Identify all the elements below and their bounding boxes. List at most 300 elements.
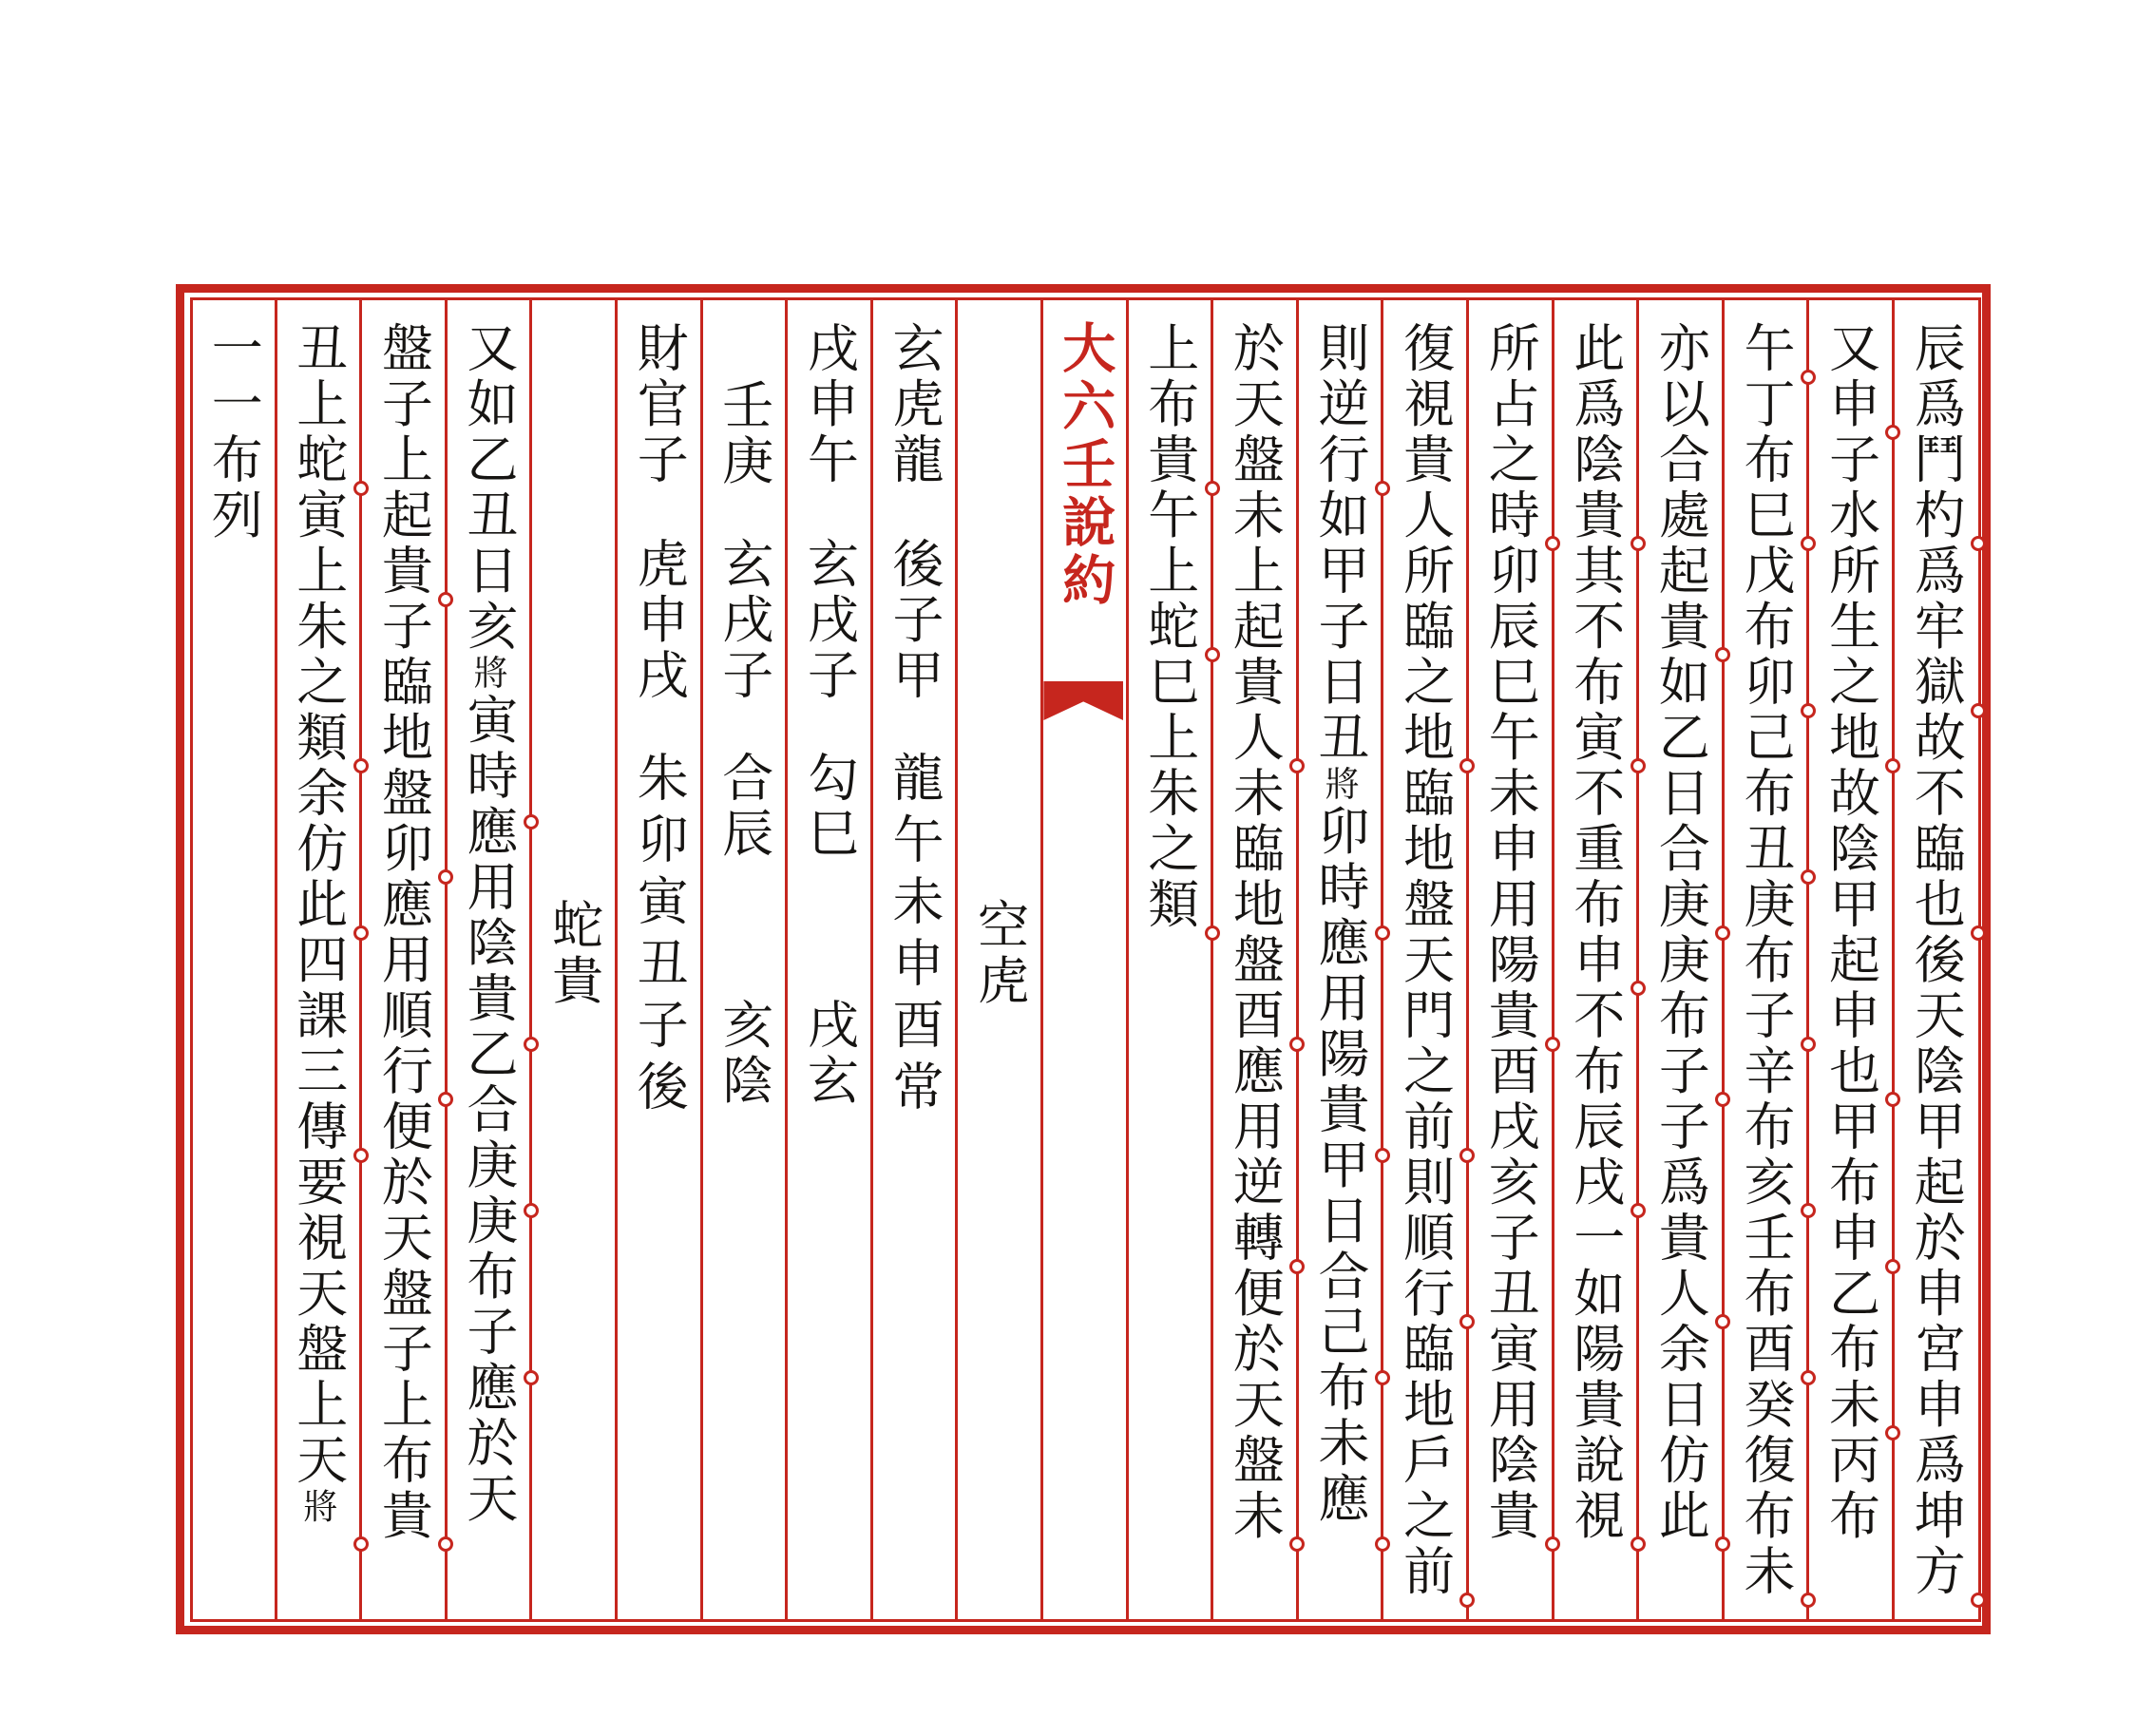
text-column-13 — [871, 537, 957, 704]
glyph: 坤 — [1907, 1488, 1965, 1544]
reading-pause-circle — [1801, 1370, 1816, 1385]
glyph: 天 — [459, 1471, 517, 1527]
glyph: 子 — [1651, 1099, 1709, 1155]
glyph: 用 — [1226, 1099, 1284, 1155]
glyph: 臨 — [1226, 821, 1284, 877]
glyph: 甲 — [1907, 1099, 1965, 1155]
glyph: 辰 — [1907, 321, 1965, 377]
reading-pause-circle — [1801, 1203, 1816, 1218]
glyph: 朱 — [289, 599, 347, 655]
glyph: 應 — [1226, 1043, 1284, 1099]
glyph: 貴 — [1566, 487, 1624, 544]
glyph: 行 — [374, 1043, 432, 1099]
glyph: 子 — [800, 648, 858, 704]
glyph: 午 — [885, 812, 943, 874]
glyph: 於 — [374, 1154, 432, 1211]
glyph: 天 — [1226, 376, 1284, 432]
glyph: 未 — [1226, 766, 1284, 822]
glyph: 申 — [1821, 1211, 1879, 1267]
glyph: 日 — [1651, 1377, 1709, 1433]
glyph: 一 — [1566, 1211, 1624, 1267]
glyph: 不 — [1907, 766, 1965, 822]
glyph: 丁 — [1736, 376, 1794, 432]
text-column-6 — [1467, 321, 1553, 1544]
column-text — [1226, 321, 1284, 1544]
glyph: 故 — [1821, 766, 1879, 822]
glyph: 陰 — [1481, 1433, 1539, 1489]
glyph: 又 — [459, 321, 517, 377]
column-text — [800, 537, 858, 704]
glyph: 申 — [1821, 376, 1879, 432]
glyph: 上 — [289, 376, 347, 432]
column-text — [800, 751, 858, 862]
glyph: 辰 — [1481, 599, 1539, 655]
glyph: 起 — [374, 487, 432, 544]
column-text — [715, 378, 772, 489]
glyph: 之 — [1396, 1043, 1454, 1099]
glyph: 陽 — [1566, 1322, 1624, 1378]
column-text — [1907, 321, 1965, 1600]
glyph: 朱 — [630, 751, 688, 812]
glyph: 陽 — [1310, 1026, 1368, 1082]
glyph: 陽 — [1481, 932, 1539, 988]
reading-pause-circle — [524, 1370, 539, 1385]
glyph: 故 — [1907, 710, 1965, 766]
glyph: 申 — [1907, 1377, 1965, 1433]
glyph: 余 — [1651, 1322, 1709, 1378]
glyph: 財 — [630, 321, 688, 377]
reading-pause-circle — [1801, 869, 1816, 885]
glyph: 蛇 — [1140, 599, 1198, 655]
reading-pause-circle — [353, 1148, 369, 1163]
glyph: 申 — [1566, 932, 1624, 988]
glyph: 申 — [800, 376, 858, 432]
glyph: 甲 — [885, 648, 943, 704]
glyph: 子 — [374, 376, 432, 432]
glyph: 也 — [1821, 1043, 1879, 1099]
glyph: 戌 — [1566, 1154, 1624, 1211]
text-column-14 — [787, 537, 872, 704]
glyph: 卯 — [630, 812, 688, 874]
glyph: 上 — [374, 1377, 432, 1433]
glyph: 所 — [1481, 321, 1539, 377]
glyph: 臨 — [1396, 599, 1454, 655]
glyph: 則 — [1396, 1154, 1454, 1211]
glyph: 丑 — [1481, 1266, 1539, 1322]
column-text — [374, 321, 432, 1544]
glyph: 視 — [289, 1211, 347, 1267]
column-text — [1140, 321, 1198, 933]
text-column-13 — [871, 751, 957, 1121]
text-column-15 — [701, 998, 787, 1109]
glyph: 其 — [1566, 544, 1624, 600]
glyph: 時 — [459, 749, 517, 805]
glyph: 後 — [885, 537, 943, 593]
glyph: 未 — [1821, 1377, 1879, 1433]
glyph: 所 — [1821, 544, 1879, 600]
glyph: 布 — [374, 1433, 432, 1489]
glyph: 丑 — [1736, 821, 1794, 877]
glyph: 虎 — [970, 953, 1028, 1009]
reading-pause-circle — [1375, 925, 1390, 941]
glyph: 未 — [885, 874, 943, 936]
glyph: 乙 — [1651, 710, 1709, 766]
text-column-14 — [787, 321, 872, 488]
glyph: 視 — [1396, 376, 1454, 432]
glyph: 要 — [289, 1154, 347, 1211]
glyph: 乙 — [459, 432, 517, 488]
reading-pause-circle — [1375, 1370, 1390, 1385]
glyph: 布 — [1566, 655, 1624, 711]
glyph: 庚 — [715, 433, 772, 489]
reading-pause-circle — [1801, 703, 1816, 718]
glyph: 臨 — [1907, 821, 1965, 877]
glyph: 獄 — [1907, 655, 1965, 711]
reading-pause-circle — [1205, 647, 1220, 662]
glyph: 地 — [1226, 877, 1284, 933]
glyph: 合 — [1651, 432, 1709, 488]
reading-pause-circle — [1631, 1536, 1646, 1552]
glyph: 子 — [630, 432, 688, 488]
glyph: 地 — [1396, 821, 1454, 877]
glyph: 人 — [1226, 710, 1284, 766]
glyph: 日 — [1651, 766, 1709, 822]
glyph: 子 — [1310, 599, 1368, 655]
glyph: 丙 — [1821, 1433, 1879, 1489]
glyph: 未 — [1736, 1544, 1794, 1600]
text-column-17 — [531, 898, 617, 1009]
glyph: 午 — [1140, 487, 1198, 544]
glyph: 不 — [1566, 988, 1624, 1044]
glyph: 人 — [1396, 487, 1454, 544]
glyph: 辛 — [1736, 1043, 1794, 1099]
glyph: 起 — [1226, 599, 1284, 655]
glyph: 爲 — [1907, 376, 1965, 432]
reading-pause-circle — [1631, 981, 1646, 996]
text-column-13 — [871, 321, 957, 488]
glyph: 貴 — [459, 971, 517, 1027]
glyph: 視 — [1566, 1488, 1624, 1544]
glyph: 如 — [459, 376, 517, 432]
glyph: 說 — [1566, 1433, 1624, 1489]
glyph: 卯 — [374, 821, 432, 877]
glyph: 貴 — [1310, 1082, 1368, 1138]
text-column-14 — [787, 751, 872, 862]
column-text — [630, 321, 688, 488]
glyph: 天 — [1907, 988, 1965, 1044]
glyph: 酉 — [1226, 988, 1284, 1044]
glyph: 生 — [1821, 599, 1879, 655]
column-text — [1736, 321, 1794, 1600]
glyph: 此 — [289, 877, 347, 933]
glyph: 布 — [1310, 1360, 1368, 1416]
glyph: 亥 — [1481, 1154, 1539, 1211]
reading-pause-circle — [1801, 536, 1816, 551]
glyph: 官 — [630, 376, 688, 432]
reading-pause-circle — [1289, 1259, 1305, 1274]
glyph: 之 — [1821, 655, 1879, 711]
glyph: 戌 — [800, 321, 858, 377]
glyph: 丑 — [630, 936, 688, 998]
glyph: 貴 — [1481, 988, 1539, 1044]
glyph: 甲 — [1821, 877, 1879, 933]
glyph: 戌 — [630, 648, 688, 704]
reading-pause-circle — [524, 1203, 539, 1218]
glyph: 上 — [1140, 321, 1198, 377]
glyph: 上 — [1140, 544, 1198, 600]
text-column-16 — [616, 751, 701, 1121]
glyph: 龍 — [885, 751, 943, 812]
glyph: 壬 — [715, 378, 772, 434]
glyph: 未 — [1226, 487, 1284, 544]
glyph: 一 — [204, 376, 262, 432]
reading-pause-circle — [1375, 481, 1390, 496]
glyph: 合 — [1310, 1249, 1368, 1305]
reading-pause-circle — [1885, 1259, 1900, 1274]
glyph: 逆 — [1310, 376, 1368, 432]
glyph: 天 — [374, 1211, 432, 1267]
glyph: 布 — [1821, 1322, 1879, 1378]
glyph: 順 — [374, 988, 432, 1044]
glyph: 戌 — [1481, 1099, 1539, 1155]
glyph: 子 — [1651, 1043, 1709, 1099]
text-column-19 — [361, 321, 447, 1544]
reading-pause-circle — [1971, 703, 1986, 718]
reading-pause-circle — [1205, 925, 1220, 941]
glyph: 寅 — [289, 487, 347, 544]
glyph: 丑 — [1310, 710, 1368, 766]
glyph: 應 — [1310, 915, 1368, 971]
glyph: 爲 — [1907, 544, 1965, 600]
glyph: 午 — [1736, 321, 1794, 377]
glyph: 子 — [374, 1322, 432, 1378]
column-text — [630, 751, 688, 1121]
glyph: 起 — [1907, 1154, 1965, 1211]
glyph: 布 — [1736, 599, 1794, 655]
glyph: 上 — [1140, 710, 1198, 766]
glyph: 仿 — [1651, 1433, 1709, 1489]
glyph: 甲 — [1310, 544, 1368, 600]
glyph: 貴 — [1226, 655, 1284, 711]
reading-pause-circle — [1375, 1536, 1390, 1552]
column-text — [715, 751, 772, 862]
glyph: 之 — [1481, 432, 1539, 488]
column-text — [970, 898, 1028, 1009]
column-text — [800, 321, 858, 488]
glyph: 酉 — [1481, 1043, 1539, 1099]
glyph: 課 — [289, 988, 347, 1044]
glyph: 地 — [1396, 710, 1454, 766]
glyph: 陰 — [1907, 1043, 1965, 1099]
glyph: 如 — [1651, 655, 1709, 711]
reading-pause-circle — [1289, 1037, 1305, 1052]
glyph: 後 — [1907, 932, 1965, 988]
glyph: 以 — [1651, 376, 1709, 432]
glyph: 行 — [1310, 432, 1368, 488]
reading-pause-circle — [353, 925, 369, 941]
text-column-18 — [446, 321, 531, 1527]
glyph: 布 — [1140, 376, 1198, 432]
glyph: 宮 — [1907, 1322, 1965, 1378]
reading-pause-circle — [1459, 1148, 1475, 1163]
glyph: 此 — [1566, 321, 1624, 377]
reading-pause-circle — [438, 592, 453, 607]
glyph: 甲 — [1310, 1137, 1368, 1193]
column-text — [715, 537, 772, 704]
glyph: 布 — [1736, 932, 1794, 988]
glyph: 巳 — [1736, 487, 1794, 544]
glyph: 辰 — [1566, 1099, 1624, 1155]
glyph: 臨 — [1396, 1322, 1454, 1378]
glyph: 戌 — [800, 998, 858, 1054]
glyph: 占 — [1481, 376, 1539, 432]
glyph: 蛇 — [544, 898, 602, 954]
glyph: 空 — [970, 898, 1028, 954]
glyph: 丑 — [459, 487, 517, 544]
glyph: 酉 — [1736, 1322, 1794, 1378]
glyph: 爲 — [1907, 1433, 1965, 1489]
glyph: 臨 — [374, 655, 432, 711]
glyph: 貴 — [1481, 1488, 1539, 1544]
glyph: 庚 — [459, 1137, 517, 1193]
glyph: 卯 — [1310, 804, 1368, 860]
glyph: 之 — [1396, 1488, 1454, 1544]
glyph: 此 — [1651, 1488, 1709, 1544]
glyph: 盤 — [1396, 877, 1454, 933]
text-column-16 — [616, 537, 701, 704]
column-text — [544, 898, 602, 1009]
glyph: 用 — [1481, 877, 1539, 933]
column-text — [1651, 321, 1709, 1544]
glyph: 寅 — [459, 693, 517, 749]
glyph: 日 — [1310, 655, 1368, 711]
glyph: 陰 — [459, 915, 517, 971]
reading-pause-circle — [1971, 925, 1986, 941]
glyph: 仿 — [289, 821, 347, 877]
column-text — [1566, 321, 1624, 1544]
glyph: 布 — [1736, 766, 1794, 822]
glyph: 布 — [1821, 1488, 1879, 1544]
glyph: 牢 — [1907, 599, 1965, 655]
reading-pause-circle — [1801, 370, 1816, 385]
reading-pause-circle — [1205, 481, 1220, 496]
glyph: 盤 — [374, 321, 432, 377]
glyph: 巳 — [1481, 655, 1539, 711]
glyph: 鬥 — [1907, 432, 1965, 488]
glyph: 壬 — [1736, 1211, 1794, 1267]
glyph: 處 — [1651, 487, 1709, 544]
column-text — [885, 537, 943, 704]
glyph: 午 — [800, 432, 858, 488]
glyph: 盤 — [1226, 1433, 1284, 1489]
text-column-20 — [276, 321, 361, 1527]
column-text — [1310, 321, 1368, 1527]
glyph: 人 — [1651, 1266, 1709, 1322]
reading-pause-circle — [1801, 1037, 1816, 1052]
glyph: 上 — [1226, 544, 1284, 600]
glyph: 戌 — [715, 592, 772, 648]
glyph: 用 — [1310, 971, 1368, 1027]
text-column-15 — [701, 751, 787, 862]
glyph: 貴 — [1566, 1377, 1624, 1433]
glyph: 盤 — [289, 1322, 347, 1378]
glyph: 杓 — [1907, 487, 1965, 544]
glyph: 布 — [1821, 1154, 1879, 1211]
glyph: 庚 — [459, 1193, 517, 1250]
glyph: 寅 — [1481, 1322, 1539, 1378]
glyph: 亥 — [715, 998, 772, 1054]
reading-pause-circle — [1631, 758, 1646, 773]
glyph: 庚 — [1651, 877, 1709, 933]
glyph: 地 — [1396, 1377, 1454, 1433]
glyph: 順 — [1396, 1211, 1454, 1267]
glyph: 復 — [1396, 321, 1454, 377]
glyph: 傳 — [289, 1099, 347, 1155]
glyph: 起 — [1651, 544, 1709, 600]
text-column-5 — [1553, 321, 1638, 1544]
glyph: 玄 — [800, 537, 858, 593]
page-title: 大六壬說約 — [1055, 320, 1115, 610]
text-column-9 — [1212, 321, 1298, 1544]
reading-pause-circle — [1971, 1593, 1986, 1608]
glyph: 子 — [1736, 988, 1794, 1044]
glyph: 爲 — [1566, 376, 1624, 432]
glyph: 前 — [1396, 1099, 1454, 1155]
glyph: 便 — [374, 1099, 432, 1155]
glyph: 子 — [374, 599, 432, 655]
glyph: 布 — [459, 1249, 517, 1305]
glyph: 貴 — [1396, 432, 1454, 488]
reading-pause-circle — [1715, 925, 1730, 941]
glyph: 之 — [1396, 655, 1454, 711]
glyph: 則 — [1310, 321, 1368, 377]
glyph: 將 — [1320, 766, 1359, 805]
glyph: 庚 — [1736, 877, 1794, 933]
glyph: 不 — [1566, 766, 1624, 822]
reading-pause-circle — [1545, 1536, 1560, 1552]
text-column-15 — [701, 537, 787, 704]
glyph: 甲 — [1821, 1099, 1879, 1155]
reading-pause-circle — [1459, 1593, 1475, 1608]
glyph: 地 — [1821, 710, 1879, 766]
glyph: 戶 — [1396, 1433, 1454, 1489]
column-text — [289, 321, 347, 1527]
glyph: 布 — [1736, 1488, 1794, 1544]
glyph: 陰 — [1821, 821, 1879, 877]
text-column-8 — [1297, 321, 1383, 1527]
reading-pause-circle — [1631, 536, 1646, 551]
glyph: 將 — [298, 1488, 337, 1527]
glyph: 布 — [1736, 432, 1794, 488]
reading-pause-circle — [524, 1037, 539, 1052]
glyph: 布 — [1736, 1266, 1794, 1322]
glyph: 貴 — [1140, 432, 1198, 488]
glyph: 列 — [204, 487, 262, 544]
glyph: 午 — [1481, 710, 1539, 766]
glyph: 亦 — [1651, 321, 1709, 377]
glyph: 盤 — [374, 1266, 432, 1322]
glyph: 於 — [459, 1416, 517, 1472]
glyph: 陰 — [1566, 432, 1624, 488]
glyph: 上 — [289, 544, 347, 600]
glyph: 用 — [1481, 1377, 1539, 1433]
text-column-3 — [1723, 321, 1808, 1600]
glyph: 申 — [1907, 1266, 1965, 1322]
glyph: 戊 — [1736, 544, 1794, 600]
glyph: 申 — [885, 936, 943, 998]
reading-pause-circle — [1545, 1037, 1560, 1052]
glyph: 己 — [1736, 710, 1794, 766]
